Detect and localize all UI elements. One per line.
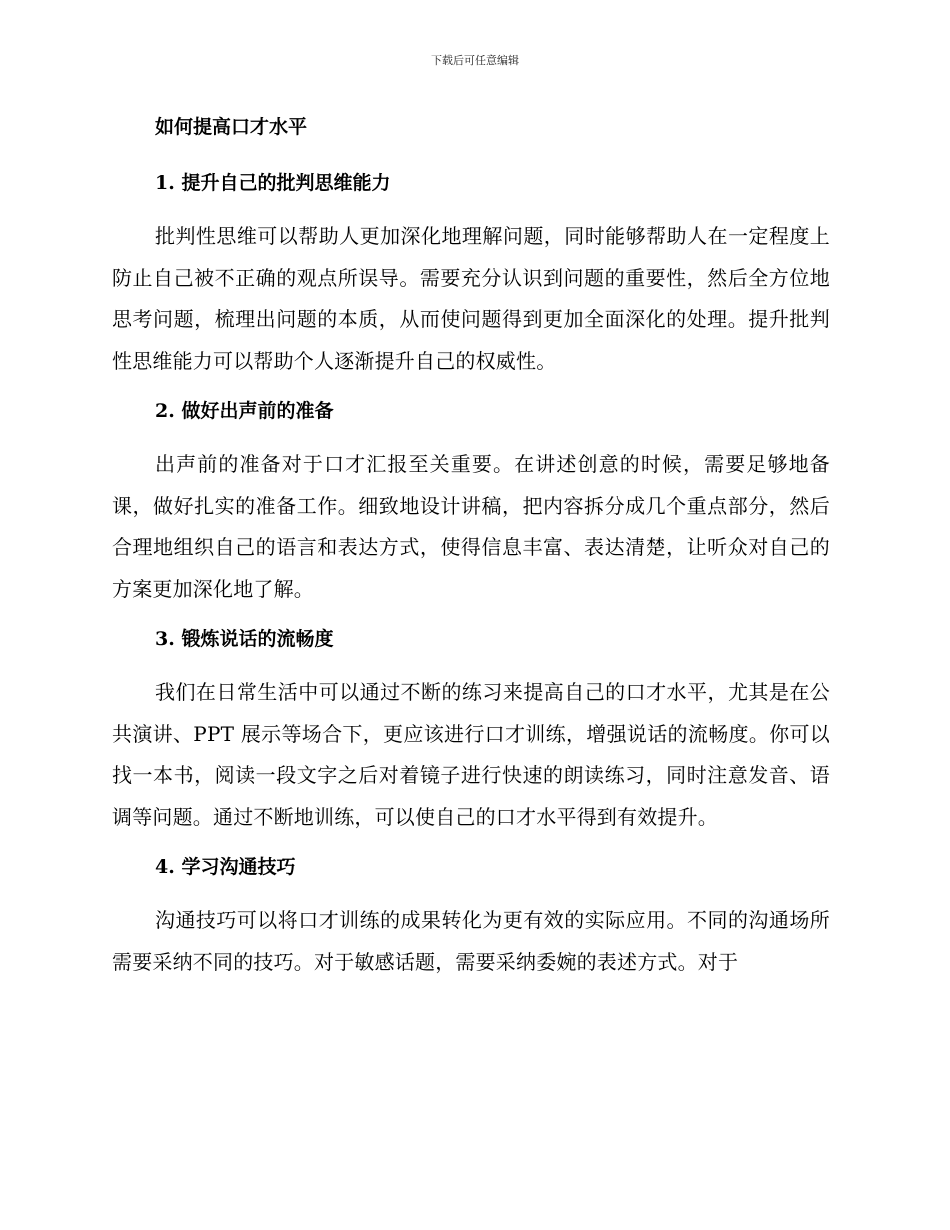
section-heading: 2. 做好出声前的准备 bbox=[155, 400, 334, 422]
section-paragraph: 沟通技巧可以将口才训练的成果转化为更有效的实际应用。不同的沟通场所需要采纳不同的技巧。对于敏感话题，需要采纳委婉的表述方式。对于 bbox=[112, 908, 830, 974]
section-paragraph: 我们在日常生活中可以通过不断的练习来提高自己的口才水平，尤其是在公共演讲、PPT 展示等场合下，更应该进行口才训练，增强说话的流畅度。你可以找一本书，阅读一段文字之后对着镜子进行快速的朗读练习，同时注意发音、语调等问题。通过不断地训练，可以使自己的口才水平得到有效提升。 bbox=[112, 680, 830, 829]
document-title: 如何提高口才水平 bbox=[155, 116, 308, 138]
section-4 bbox=[112, 852, 830, 983]
section-2 bbox=[112, 396, 830, 610]
section-paragraph: 批判性思维可以帮助人更加深化地理解问题，同时能够帮助人在一定程度上防止自己被不正确的观点所误导。需要充分认识到问题的重要性，然后全方位地思考问题，梳理出问题的本质，从而使问题得到更加全面深化的处理。提升批判性思维能力可以帮助个人逐渐提升自己的权威性。 bbox=[112, 224, 830, 373]
section-heading: 3. 锻炼说话的流畅度 bbox=[155, 628, 334, 650]
page-header: 下载后可任意编辑 bbox=[431, 54, 519, 67]
section-paragraph: 出声前的准备对于口才汇报至关重要。在讲述创意的时候，需要足够地备课，做好扎实的准备工作。细致地设计讲稿，把内容拆分成几个重点部分，然后合理地组织自己的语言和表达方式，使得信息丰富、表达清楚，让听众对自己的方案更加深化地了解。 bbox=[112, 452, 830, 601]
section-1 bbox=[112, 168, 830, 382]
section-heading: 4. 学习沟通技巧 bbox=[155, 856, 296, 878]
section-3 bbox=[112, 624, 830, 838]
section-heading: 1. 提升自己的批判思维能力 bbox=[155, 172, 391, 194]
document-body bbox=[112, 112, 830, 997]
